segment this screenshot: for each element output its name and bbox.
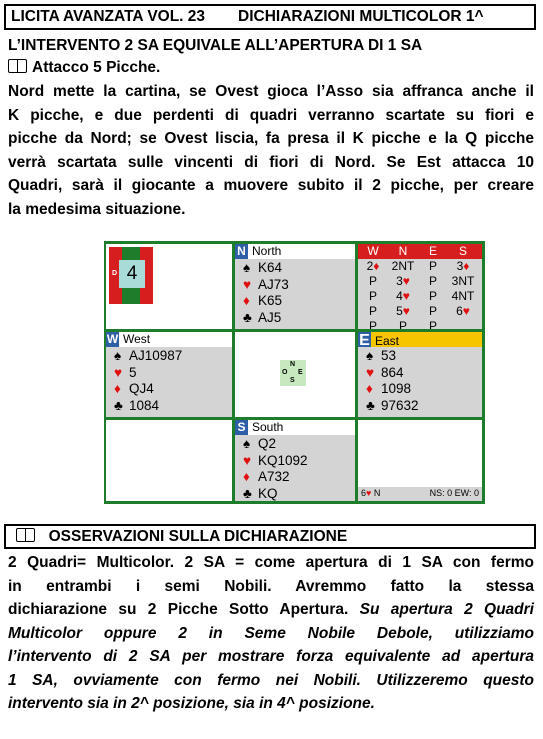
compass-north: N <box>290 361 296 368</box>
observation-text: 1 SA, ovviamente con fermo nei Nobili. Utilizzeremo questo <box>8 671 534 689</box>
intro-line: Quadri, sarà il giocante a muovere subito il 2 picche, per creare <box>8 177 534 194</box>
observation-line <box>8 551 534 575</box>
seat-letter: N <box>235 244 248 259</box>
heart-cards: 864 <box>381 364 404 380</box>
north-hand <box>235 244 355 329</box>
spade-cards: 53 <box>381 348 397 363</box>
diamond-cards: 1098 <box>381 381 412 396</box>
seat-letter: E <box>359 332 370 349</box>
chapter-title: DICHIARAZIONI MULTICOLOR 1^ <box>238 8 484 25</box>
observation-line <box>8 575 534 599</box>
lead-row <box>8 59 160 77</box>
bidding-header <box>358 244 482 259</box>
club-icon: ♣ <box>366 397 375 413</box>
heart-icon: ♥ <box>243 452 252 468</box>
club-icon: ♣ <box>243 309 252 325</box>
observation-line <box>8 692 534 716</box>
bid: P <box>368 319 377 329</box>
east-hand <box>358 332 482 417</box>
seat-letter: S <box>235 420 248 435</box>
intro-line: la medesima situazione. <box>8 200 186 218</box>
open-book-icon <box>8 59 28 73</box>
bid: 3♦ <box>456 259 470 273</box>
bidding-seat-header: W <box>367 244 379 258</box>
observation-text: in entrambi i semi Nobili. Avremmo fatto la stessa <box>8 577 534 595</box>
north-header <box>235 244 355 259</box>
bid: 3♥ <box>396 274 410 288</box>
open-book-icon <box>16 528 36 542</box>
dealer-tag: D <box>112 270 118 277</box>
club-icon: ♣ <box>243 485 252 501</box>
section-subtitle: L’INTERVENTO 2 SA EQUIVALE ALL’APERTURA DI 1 SA <box>8 37 423 54</box>
diamond-icon: ♦ <box>243 293 250 308</box>
heart-icon: ♥ <box>243 276 252 292</box>
observation-line <box>8 645 534 669</box>
spade-cards: Q2 <box>258 436 277 451</box>
heart-icon: ♥ <box>114 364 123 380</box>
south-hand <box>235 420 355 501</box>
card-list <box>114 348 182 414</box>
spade-cards: K64 <box>258 260 283 275</box>
heart-cards: 5 <box>129 364 137 380</box>
bid: P <box>428 274 437 288</box>
bid: 6♥ <box>456 304 470 318</box>
compass-south: S <box>290 377 295 384</box>
bid: 3NT <box>451 274 475 288</box>
seat-name: North <box>252 244 282 258</box>
club-icon: ♣ <box>114 397 123 413</box>
bid: 4NT <box>451 289 475 303</box>
observation-line <box>8 598 534 622</box>
compass-west: O <box>282 369 288 376</box>
card-list <box>243 436 308 502</box>
seat-letter: W <box>106 332 119 346</box>
bid: 5♥ <box>396 304 410 318</box>
result-bar <box>358 487 482 501</box>
observation-line <box>8 669 534 693</box>
spade-icon: ♠ <box>243 436 251 451</box>
contract: 6♥ N <box>361 488 381 498</box>
card-list <box>366 348 419 414</box>
bid: P <box>368 274 377 288</box>
seat-name: South <box>252 420 284 434</box>
west-hand <box>106 332 232 417</box>
observation-text: dichiarazione su 2 Picche Sotto Apertura. <box>8 601 360 618</box>
observation-text: l’intervento di 2 SA per mostrare forza equivalente ad apertura <box>8 648 534 665</box>
bid: P <box>428 304 437 318</box>
bid: 4♥ <box>396 289 410 303</box>
diamond-cards: A732 <box>258 469 290 484</box>
bidding-seat-header: N <box>398 244 408 258</box>
bid: P <box>368 304 377 318</box>
table-center <box>235 332 355 417</box>
east-header <box>358 332 482 347</box>
observations-paragraph <box>8 551 534 716</box>
diamond-cards: QJ4 <box>129 381 154 396</box>
observations-header <box>4 524 536 549</box>
title-bar <box>4 4 536 30</box>
bid: P <box>428 289 437 303</box>
diamond-icon: ♦ <box>243 469 250 484</box>
compass-icon <box>280 360 306 386</box>
heart-icon: ♥ <box>366 364 375 380</box>
lead-text: Attacco 5 Picche. <box>32 59 161 76</box>
bidding-seat-header: S <box>458 244 467 258</box>
score: NS: 0 EW: 0 <box>429 488 479 498</box>
spade-icon: ♠ <box>114 348 122 363</box>
observation-text: 2 Quadri= Multicolor. 2 SA = come apertura di 1 SA con fermo <box>8 554 534 571</box>
intro-line: K picche, e due perdenti di quadri verranno scartate su fiori e <box>8 106 534 124</box>
club-cards: KQ <box>258 485 278 501</box>
bid: 2♦ <box>366 259 380 273</box>
west-header <box>106 332 232 347</box>
south-header <box>235 420 355 435</box>
result-cell <box>358 420 482 501</box>
bridge-diagram <box>104 241 485 504</box>
spade-cards: AJ10987 <box>129 348 183 363</box>
compass-east: E <box>298 369 303 376</box>
bidding-box <box>358 244 482 329</box>
seat-name: West <box>123 332 151 346</box>
bid: P <box>398 319 407 329</box>
diamond-icon: ♦ <box>114 381 121 396</box>
spade-icon: ♠ <box>243 260 251 275</box>
diamond-icon: ♦ <box>366 381 373 396</box>
observation-line <box>8 622 534 646</box>
intro-paragraph <box>8 80 534 221</box>
observation-text: Su apertura 2 Quadri <box>359 601 534 618</box>
intro-line: picche da Nord; se Ovest liscia, fa presa il K picche e la Q picche <box>8 130 534 147</box>
bid: P <box>428 319 437 329</box>
diamond-cards: K65 <box>258 293 283 308</box>
heart-cards: KQ1092 <box>258 452 308 468</box>
spade-icon: ♠ <box>366 348 374 363</box>
intro-line: Nord mette la cartina, se Ovest gioca l’Asso sia affranca anche il <box>8 83 534 100</box>
board-cell <box>106 244 232 329</box>
book-title: LICITA AVANZATA VOL. 23 <box>11 8 206 25</box>
seat-name: East <box>375 334 400 348</box>
club-cards: AJ5 <box>258 309 282 325</box>
empty-cell <box>106 420 232 501</box>
bidding-seat-header: E <box>428 244 437 258</box>
club-cards: 1084 <box>129 397 160 413</box>
observations-title: OSSERVAZIONI SULLA DICHIARAZIONE <box>48 528 348 545</box>
club-cards: 97632 <box>381 397 419 413</box>
intro-line: verrà scartata sulle vincenti di fiori di Nord. Se Est attacca 10 <box>8 153 534 171</box>
bid: P <box>368 289 377 303</box>
bid: P <box>428 259 437 273</box>
observation-text: Multicolor oppure 2 in Seme Nobile Debole, utilizziamo <box>8 624 534 642</box>
heart-cards: AJ73 <box>258 276 289 292</box>
card-list <box>243 260 289 326</box>
board-number: 4 <box>119 260 145 288</box>
bid: 2NT <box>391 259 415 273</box>
observation-text: intervento sia in 2^ posizione, sia in 4^ posizione. <box>8 695 375 712</box>
